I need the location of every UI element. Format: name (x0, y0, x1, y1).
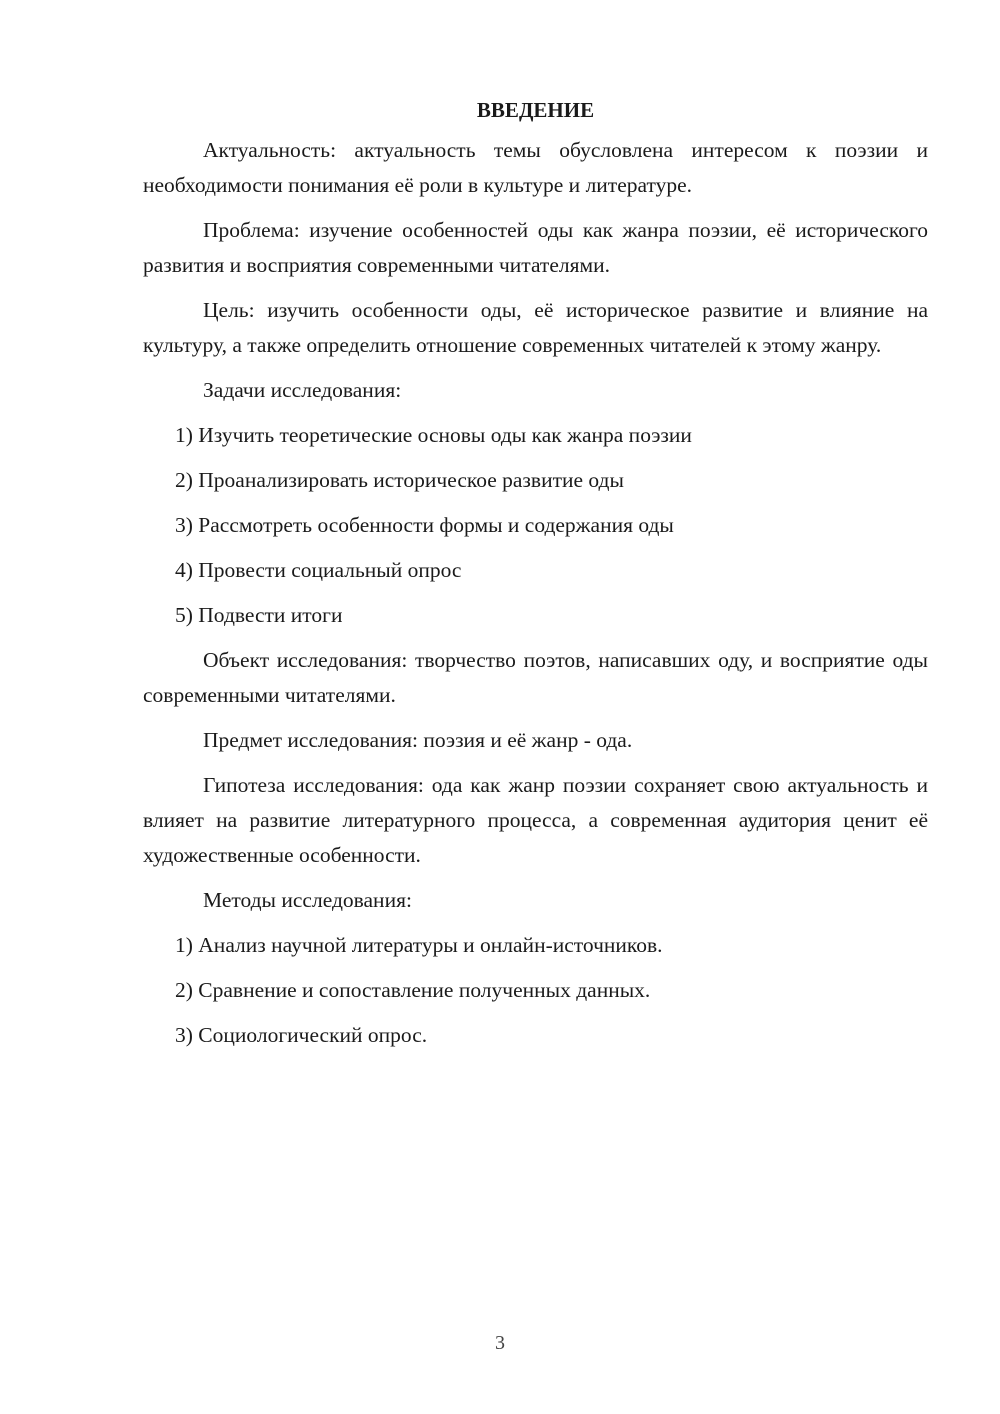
tasks-title: Задачи исследования: (203, 378, 402, 402)
page-number: 3 (495, 1332, 505, 1354)
hypothesis-paragraph: Гипотеза исследования: ода как жанр поэзии сохраняет свою актуальность и влияет на развитие литературного процесса, а современная аудитория ценит её художественные особенности. (143, 773, 928, 867)
methods-list (143, 928, 928, 1053)
tasks-list (143, 418, 928, 633)
list-item: 2) Сравнение и сопоставление полученных данных. (175, 978, 651, 1002)
goal-paragraph: Цель: изучить особенности оды, её историческое развитие и влияние на культуру, а также определить отношение современных читателей к этому жанру. (143, 298, 928, 357)
list-item: 1) Анализ научной литературы и онлайн-источников. (175, 933, 663, 957)
page-title: ВВЕДЕНИЕ (476, 98, 595, 122)
object-paragraph: Объект исследования: творчество поэтов, написавших оду, и восприятие оды современными читателями. (143, 648, 928, 707)
list-item: 3) Рассмотреть особенности формы и содержания оды (175, 513, 674, 537)
list-item: 4) Провести социальный опрос (175, 558, 462, 582)
actuality-paragraph: Актуальность: актуальность темы обусловлена интересом к поэзии и необходимости понимания её роли в культуре и литературе. (143, 138, 928, 197)
list-item: 2) Проанализировать историческое развитие оды (175, 468, 624, 492)
subject-paragraph: Предмет исследования: поэзия и её жанр - ода. (203, 728, 633, 752)
problem-paragraph: Проблема: изучение особенностей оды как жанра поэзии, её исторического развития и восприятия современными читателями. (143, 218, 928, 277)
methods-title: Методы исследования: (203, 888, 412, 912)
list-item: 1) Изучить теоретические основы оды как жанра поэзии (175, 423, 692, 447)
list-item: 5) Подвести итоги (175, 603, 343, 627)
document-page (143, 96, 928, 1063)
list-item: 3) Социологический опрос. (175, 1023, 428, 1047)
